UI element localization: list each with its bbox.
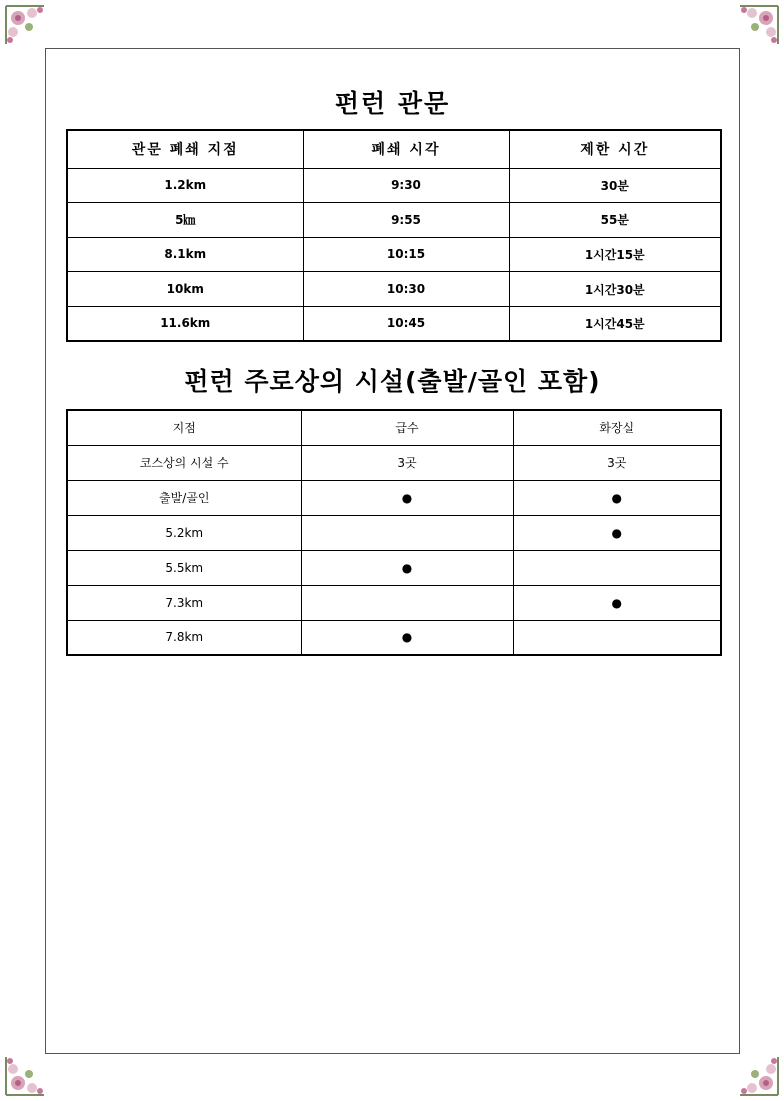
cell-closing-time: 10:15 xyxy=(303,237,509,272)
water-dot-icon: ● xyxy=(301,620,513,655)
restroom-dot-icon xyxy=(513,620,721,655)
header-restroom: 화장실 xyxy=(513,410,721,445)
cell-location: 5.5km xyxy=(67,550,301,585)
table-row xyxy=(67,445,721,480)
floral-corner-icon xyxy=(736,4,780,48)
cell-time-limit: 1시간30분 xyxy=(509,272,721,307)
cell-location: 8.1km xyxy=(67,237,303,272)
cell-time-limit: 30분 xyxy=(509,168,721,203)
table-row xyxy=(67,203,721,238)
cell-closing-time: 9:30 xyxy=(303,168,509,203)
table-row xyxy=(67,515,721,550)
restroom-dot-icon: ● xyxy=(513,515,721,550)
cell-closing-time: 10:45 xyxy=(303,306,509,341)
header-location: 지점 xyxy=(67,410,301,445)
page-title-facilities: 펀런 주로상의 시설(출발/골인 포함) xyxy=(184,367,601,396)
cell-time-limit: 55분 xyxy=(509,203,721,238)
cell-location: 10km xyxy=(67,272,303,307)
table-row xyxy=(67,585,721,620)
table-row xyxy=(67,272,721,307)
water-dot-icon: ● xyxy=(301,480,513,515)
restroom-dot-icon xyxy=(513,550,721,585)
restroom-dot-icon: ● xyxy=(513,585,721,620)
cell-location: 7.8km xyxy=(67,620,301,655)
table-row xyxy=(67,480,721,515)
header-water-station: 급수 xyxy=(301,410,513,445)
water-dot-icon: ● xyxy=(301,550,513,585)
cell-location: 5㎞ xyxy=(67,203,303,238)
facilities-table xyxy=(66,409,722,656)
page-title-checkpoints: 펀런 관문 xyxy=(334,89,451,118)
table-row xyxy=(67,237,721,272)
cell-restroom-count: 3곳 xyxy=(513,445,721,480)
cell-location: 1.2km xyxy=(67,168,303,203)
restroom-dot-icon: ● xyxy=(513,480,721,515)
table-row xyxy=(67,168,721,203)
cell-water-count: 3곳 xyxy=(301,445,513,480)
water-dot-icon xyxy=(301,515,513,550)
cell-location: 코스상의 시설 수 xyxy=(67,445,301,480)
cell-location: 11.6km xyxy=(67,306,303,341)
table-header-row xyxy=(67,410,721,445)
header-closing-time: 폐쇄 시각 xyxy=(303,130,509,168)
header-checkpoint-location: 관문 폐쇄 지점 xyxy=(67,130,303,168)
floral-corner-icon xyxy=(736,1053,780,1097)
floral-corner-icon xyxy=(4,4,48,48)
table-header-row xyxy=(67,130,721,168)
cell-time-limit: 1시간15분 xyxy=(509,237,721,272)
cell-location: 7.3km xyxy=(67,585,301,620)
cell-location: 출발/골인 xyxy=(67,480,301,515)
cell-time-limit: 1시간45분 xyxy=(509,306,721,341)
table-row xyxy=(67,620,721,655)
cell-location: 5.2km xyxy=(67,515,301,550)
floral-corner-icon xyxy=(4,1053,48,1097)
cell-closing-time: 9:55 xyxy=(303,203,509,238)
water-dot-icon xyxy=(301,585,513,620)
checkpoint-table xyxy=(66,129,722,342)
table-row xyxy=(67,306,721,341)
cell-closing-time: 10:30 xyxy=(303,272,509,307)
header-time-limit: 제한 시간 xyxy=(509,130,721,168)
table-row xyxy=(67,550,721,585)
